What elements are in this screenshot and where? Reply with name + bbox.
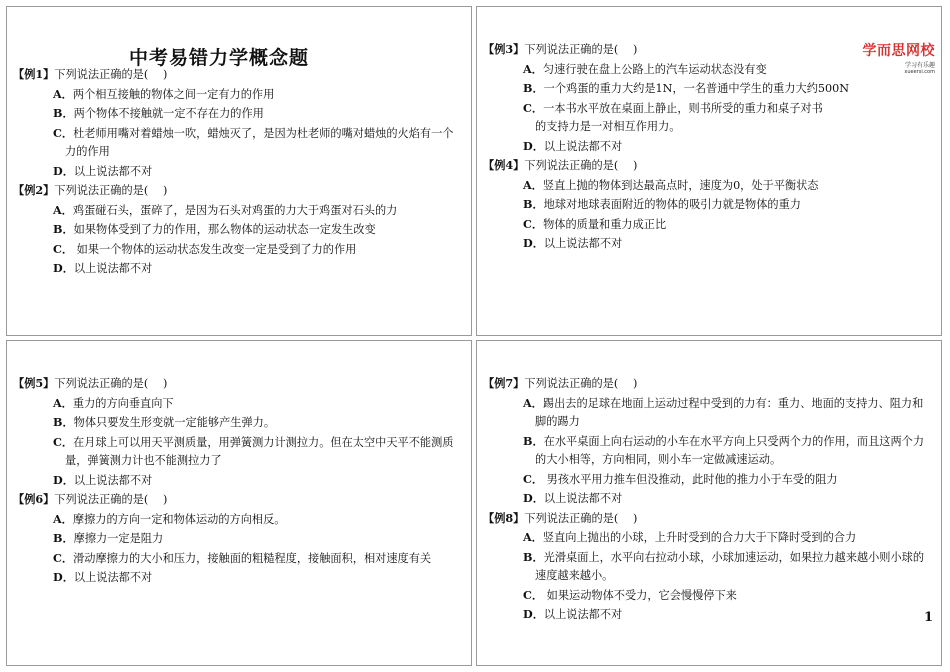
option-d: D．以上说法都不对 <box>53 163 153 178</box>
option-b: B．地球对地球表面附近的物体的吸引力就是物体的重力 <box>523 197 801 211</box>
option-d: D．以上说法都不对 <box>523 607 623 621</box>
question-group-4 <box>483 374 933 625</box>
option-b: B．两个物体不接触就一定不存在力的作用 <box>53 106 264 120</box>
question-stem: 下列说法正确的是( ) <box>54 68 168 81</box>
option-a: A．踢出去的足球在地面上运动过程中受到的力有：重力、地面的支持力、阻力和脚的踢力 <box>523 395 924 428</box>
question-stem: 下列说法正确的是( ) <box>54 493 168 506</box>
option-d: D．以上说法都不对 <box>523 138 623 153</box>
brand-url: xueersi.com <box>904 69 935 75</box>
question-tag: 【例2】 <box>13 183 55 197</box>
option-c: C． 如果一个物体的运动状态发生改变一定是受到了力的作用 <box>53 241 357 256</box>
question-7 <box>483 374 933 509</box>
question-1 <box>13 65 463 181</box>
option-a: A．摩擦力的方向一定和物体运动的方向相反。 <box>53 511 286 526</box>
slide-panel-3 <box>6 340 472 666</box>
option-c: C．在月球上可以用天平测质量，用弹簧测力计测拉力。但在太空中天平不能测质量，弹簧测力计也不能测拉力了 <box>53 434 454 467</box>
question-stem: 下列说法正确的是( ) <box>524 159 638 172</box>
question-stem: 下列说法正确的是( ) <box>524 377 638 390</box>
slide-panel-4 <box>476 340 942 666</box>
question-stem: 下列说法正确的是( ) <box>54 184 168 197</box>
option-b: B．摩擦力一定是阻力 <box>53 531 164 545</box>
option-c: C．杜老师用嘴对着蜡烛一吹，蜡烛灭了，是因为杜老师的嘴对蜡烛的火焰有一个力的作用 <box>53 125 454 158</box>
option-a: A．两个相互接触的物体之间一定有力的作用 <box>53 86 275 101</box>
option-a: A．鸡蛋碰石头，蛋碎了，是因为石头对鸡蛋的力大于鸡蛋对石头的力 <box>53 202 398 217</box>
option-b: B．在水平桌面上向右运动的小车在水平方向上只受两个力的作用，而且这两个力的大小相等，方向相同，则小车一定做减速运动。 <box>523 433 925 466</box>
question-tag: 【例8】 <box>483 510 525 525</box>
option-a: A．竖直向上抛出的小球，上升时受到的合力大于下降时受到的合力 <box>523 530 857 544</box>
option-c: C．一本书水平放在桌面上静止，则书所受的重力和桌子对书的支持力是一对相互作用力。 <box>523 100 823 133</box>
option-b: B．光滑桌面上，水平向右拉动小球，小球加速运动，如果拉力越来越小则小球的速度越来越小。 <box>523 549 925 582</box>
option-a: A．竖直上抛的物体到达最高点时，速度为0，处于平衡状态 <box>523 177 819 192</box>
page-title: 中考易错力学概念题 <box>128 47 309 69</box>
page-number: 1 <box>923 610 933 625</box>
option-a: A．匀速行驶在盘上公路上的汽车运动状态没有变 <box>523 61 767 76</box>
question-group-3 <box>13 374 463 588</box>
option-d: D．以上说法都不对 <box>53 261 153 275</box>
slide-panel-1 <box>6 6 472 336</box>
question-stem: 下列说法正确的是( ) <box>54 377 168 390</box>
question-3 <box>483 40 933 156</box>
question-group-2 <box>483 40 933 254</box>
question-tag: 【例4】 <box>483 158 525 172</box>
option-d: D．以上说法都不对 <box>53 472 153 487</box>
question-tag: 【例3】 <box>483 42 525 56</box>
option-d: D．以上说法都不对 <box>523 236 623 250</box>
brand-name: 学而思网校 <box>862 43 935 59</box>
question-4 <box>483 156 933 254</box>
question-tag: 【例1】 <box>13 67 55 81</box>
question-2 <box>13 181 463 279</box>
option-d: D．以上说法都不对 <box>53 570 153 584</box>
option-c: C．滑动摩擦力的大小和压力，接触面的粗糙程度，接触面积，相对速度有关 <box>53 550 432 565</box>
question-tag: 【例7】 <box>483 376 525 390</box>
question-stem: 下列说法正确的是( ) <box>524 43 638 56</box>
option-c: C． 如果运动物体不受力，它会慢慢停下来 <box>523 587 737 602</box>
question-8 <box>483 509 933 625</box>
option-c: C．物体的质量和重力成正比 <box>523 216 667 231</box>
option-b: B．一个鸡蛋的重力大约是1N，一名普通中学生的重力大约500N <box>523 81 850 95</box>
slide-panel-2 <box>476 6 942 336</box>
option-d: D．以上说法都不对 <box>523 491 623 505</box>
question-6 <box>13 490 463 588</box>
question-stem: 下列说法正确的是( ) <box>524 511 638 525</box>
option-c: C． 男孩水平用力推车但没推动，此时他的推力小于车受的阻力 <box>523 471 838 486</box>
question-group-1 <box>13 65 463 279</box>
option-b: B．如果物体受到了力的作用，那么物体的运动状态一定发生改变 <box>53 222 376 236</box>
option-a: A．重力的方向垂直向下 <box>53 395 174 410</box>
question-tag: 【例5】 <box>13 376 55 390</box>
question-5 <box>13 374 463 490</box>
question-tag: 【例6】 <box>13 492 55 506</box>
option-b: B．物体只要发生形变就一定能够产生弹力。 <box>53 415 276 429</box>
brand-slogan: 学习有乐趣 <box>904 62 935 69</box>
